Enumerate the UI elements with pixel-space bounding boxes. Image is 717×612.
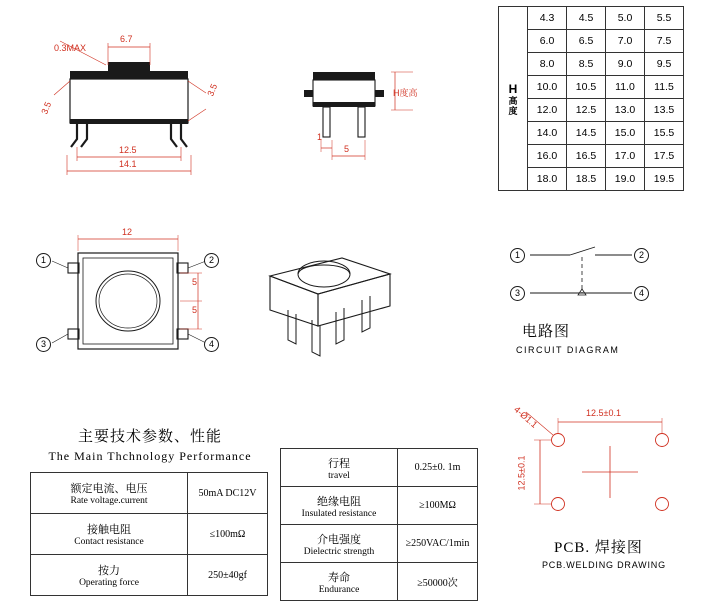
circuit-title-en: CIRCUIT DIAGRAM [516,345,620,355]
table-cell: 10.0 [528,76,567,99]
table-row [31,555,268,596]
dim-12-5: 12.5 [119,145,137,155]
circuit-title-cn: 电路图 [522,324,571,340]
pcb-title-en: PCB.WELDING DRAWING [542,560,666,570]
spec-row-label-cn: 按力 [98,565,120,577]
circuit-diagram [500,235,690,365]
table-cell: 19.5 [645,168,684,191]
spec-row-label-cn: 行程 [328,457,350,470]
pin-label-2: 2 [204,253,219,268]
dim-5: 5 [344,144,350,154]
table-cell: 5.0 [606,7,645,30]
spec-row-label-en: Rate voltage.current [70,496,148,506]
front-view [30,35,240,185]
height-table-wrapper [498,6,684,191]
table-row [31,514,268,555]
pcb-drawing [512,404,700,570]
table-cell: 7.0 [606,30,645,53]
pcb-title-cn: PCB. 焊接图 [554,540,643,556]
table-cell: ≥50000次 [398,563,478,601]
table-cell: 18.5 [567,168,606,191]
table-cell [31,473,188,514]
isometric-view [250,240,410,370]
spec-row-label-en: Contact resistance [74,537,144,547]
table-cell: 4.5 [567,7,606,30]
dim-0-3-max: 0.3MAX [54,43,87,53]
table-cell: 11.0 [606,76,645,99]
top-view-drawing [30,225,230,375]
top-view [30,225,230,375]
table-cell: 14.5 [567,122,606,145]
table-cell: ≥100MΩ [398,487,478,525]
table-cell [31,555,188,596]
table-cell: 8.5 [567,53,606,76]
isometric-view-drawing [250,240,410,370]
table-cell: 11.5 [645,76,684,99]
table-cell: 6.0 [528,30,567,53]
table-cell: 13.5 [645,99,684,122]
dim-5-top: 5 [192,277,198,287]
table-cell: 4.3 [528,7,567,30]
pin-label-3: 3 [36,337,51,352]
table-cell: 9.0 [606,53,645,76]
table-cell: 18.0 [528,168,567,191]
table-cell: 250±40gf [188,555,268,596]
dim-12: 12 [122,227,133,237]
table-row [31,473,268,514]
dim-6-7: 6.7 [120,34,133,44]
spec-right-table [280,448,478,601]
table-cell: ≥250VAC/1min [398,525,478,563]
table-cell: 9.5 [645,53,684,76]
pin-label-4: 4 [204,337,219,352]
spec-left-block [30,425,270,596]
dim-3-5-b: 3.5 [39,100,54,116]
side-view [295,60,425,180]
dim-pad-diameter: 4-Ø1.1 [512,404,540,430]
table-cell [31,514,188,555]
table-cell: 14.0 [528,122,567,145]
pcb-drawing-graphic [520,408,700,538]
table-cell [281,525,398,563]
spec-row-label-cn: 接触电阻 [87,524,131,536]
table-cell [281,487,398,525]
table-cell: 12.0 [528,99,567,122]
circuit-pin-1: 1 [510,248,525,263]
height-header-h: H [508,81,518,96]
table-cell: 50mA DC12V [188,473,268,514]
circuit-pin-4: 4 [634,286,649,301]
table-cell: 19.0 [606,168,645,191]
table-cell: 10.5 [567,76,606,99]
dim-1: 1 [317,132,323,142]
dim-pcb-width: 12.5±0.1 [586,408,621,418]
table-cell: 16.5 [567,145,606,168]
spec-row-label-cn: 介电强度 [317,533,361,546]
dim-5-bottom: 5 [192,305,198,315]
spec-title-cn: 主要技术参数、性能 [77,429,222,445]
spec-row-label-en: Dielectric strength [303,546,375,557]
spec-title-en: The Main Thchnology Performance [48,449,252,463]
height-row-header [499,7,528,191]
table-cell: 0.25±0. 1m [398,449,478,487]
table-cell: 6.5 [567,30,606,53]
table-row [281,487,478,525]
table-cell: 13.0 [606,99,645,122]
dim-3-5-a: 3.5 [205,82,220,98]
dim-14-1: 14.1 [119,159,137,169]
table-cell [281,563,398,601]
table-cell: 7.5 [645,30,684,53]
height-header-cn: 高 度 [508,95,518,116]
table-cell: 17.0 [606,145,645,168]
table-row [281,563,478,601]
table-cell: 12.5 [567,99,606,122]
table-row [499,7,684,30]
dim-h-height: H度高 [393,88,418,98]
table-cell: 16.0 [528,145,567,168]
spec-row-label-en: Operating force [79,578,139,588]
spec-row-label-cn: 绝缘电阻 [317,495,361,508]
dim-pcb-height: 12.5±0.1 [516,455,527,491]
table-cell: 5.5 [645,7,684,30]
spec-row-label-cn: 寿命 [328,571,350,584]
table-cell [281,449,398,487]
table-cell: 15.5 [645,122,684,145]
spec-row-label-en: Endurance [318,584,360,595]
table-cell: 17.5 [645,145,684,168]
table-cell: 15.0 [606,122,645,145]
circuit-pin-2: 2 [634,248,649,263]
table-row [281,449,478,487]
spec-row-label-en: travel [328,470,350,481]
table-cell: ≤100mΩ [188,514,268,555]
pin-label-1: 1 [36,253,51,268]
spec-left-table [30,472,268,596]
spec-row-label-cn: 额定电流、电压 [70,483,148,495]
side-view-drawing [295,60,425,180]
circuit-pin-3: 3 [510,286,525,301]
table-row [281,525,478,563]
spec-row-label-en: Insulated resistance [301,508,377,519]
table-cell: 8.0 [528,53,567,76]
height-table [498,6,684,191]
spec-right-block [280,448,480,601]
